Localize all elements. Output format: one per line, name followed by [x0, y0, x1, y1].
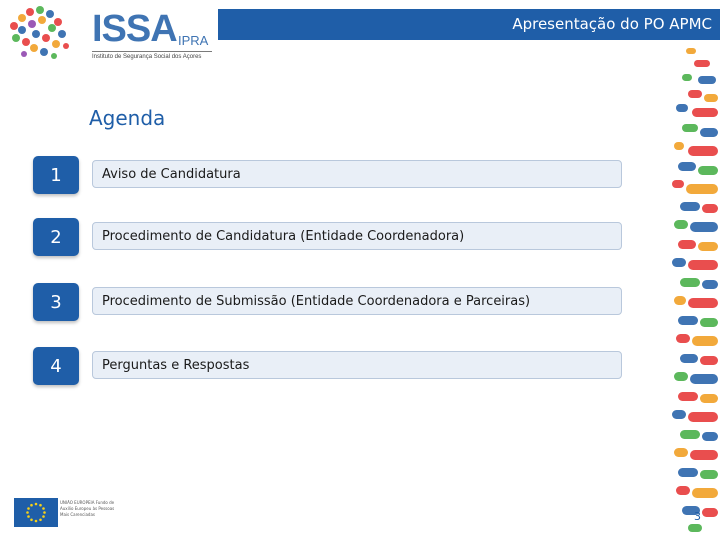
eu-caption: UNIÃO EUROPEIA Fundo de Auxílio Europeu às Pessoas Mais Carenciadas: [60, 500, 115, 517]
agenda-item-label: Procedimento de Candidatura (Entidade Coordenadora): [92, 222, 622, 250]
decorative-dot-pattern: [668, 46, 720, 540]
logo-divider: [92, 51, 212, 52]
agenda-item-label: Procedimento de Submissão (Entidade Coordenadora e Parceiras): [92, 287, 622, 315]
page-number: 3: [694, 510, 701, 523]
header-bar: [218, 9, 720, 40]
agenda-title: Agenda: [89, 106, 166, 130]
agenda-item-number: 3: [33, 283, 79, 321]
header-title: Apresentação do PO APMC: [512, 15, 712, 33]
agenda-item: [33, 347, 625, 385]
agenda-item: [33, 218, 625, 256]
agenda-item-label: Perguntas e Respostas: [92, 351, 622, 379]
logo-subtitle: Instituto de Segurança Social dos Açores: [92, 54, 202, 60]
agenda-item-number: 4: [33, 347, 79, 385]
agenda-item: [33, 156, 625, 194]
agenda-item-number: 2: [33, 218, 79, 256]
issa-logo: [6, 4, 216, 62]
eu-flag-icon: [14, 498, 58, 527]
agenda-item: [33, 283, 625, 321]
logo-suffix: IPRA: [178, 33, 209, 48]
agenda-item-label: Aviso de Candidatura: [92, 160, 622, 188]
logo-dots-graphic: [6, 4, 76, 62]
agenda-item-number: 1: [33, 156, 79, 194]
logo-wordmark: ISSA: [92, 8, 177, 50]
